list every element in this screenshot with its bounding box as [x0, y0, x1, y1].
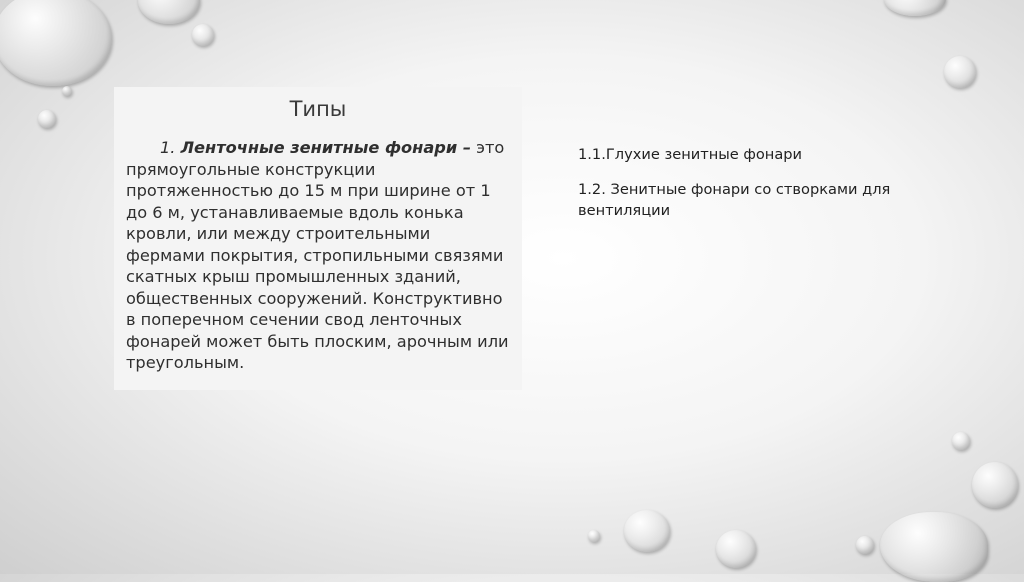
- water-drop-decoration: [588, 530, 600, 542]
- water-drop-decoration: [952, 432, 970, 450]
- item-number: 1.: [160, 138, 181, 157]
- water-drop-decoration: [716, 530, 756, 568]
- water-drop-decoration: [62, 86, 72, 96]
- water-drop-decoration: [0, 0, 112, 86]
- subtypes-list: [578, 144, 898, 235]
- water-drop-decoration: [856, 536, 874, 554]
- subtype-item: 1.1.Глухие зенитные фонари: [578, 146, 803, 163]
- text-panel: [114, 87, 522, 390]
- water-drop-decoration: [624, 510, 670, 552]
- water-drop-decoration: [192, 24, 214, 46]
- water-drop-decoration: [884, 0, 946, 16]
- water-drop-decoration: [944, 56, 976, 88]
- water-drop-decoration: [880, 512, 988, 582]
- water-drop-decoration: [972, 462, 1018, 508]
- panel-title: Типы: [289, 97, 347, 121]
- term-heading: Ленточные зенитные фонари –: [180, 138, 471, 157]
- subtype-item: 1.2. Зенитные фонари со створками для вентиляции: [578, 181, 891, 219]
- definition-paragraph: [126, 137, 510, 374]
- water-drop-decoration: [38, 110, 56, 128]
- definition-text: это прямоугольные конструкции протяженностью до 15 м при ширине от 1 до 6 м, устанавливаемые вдоль конька кровли, или между строительными фермами покрытия, стропильными связями скатных крыш промышленных зданий, общественных сооружений. Конструктивно в поперечном сечении свод ленточных фонарей может быть плоским, арочным или треугольным.: [126, 138, 509, 372]
- water-drop-decoration: [138, 0, 200, 24]
